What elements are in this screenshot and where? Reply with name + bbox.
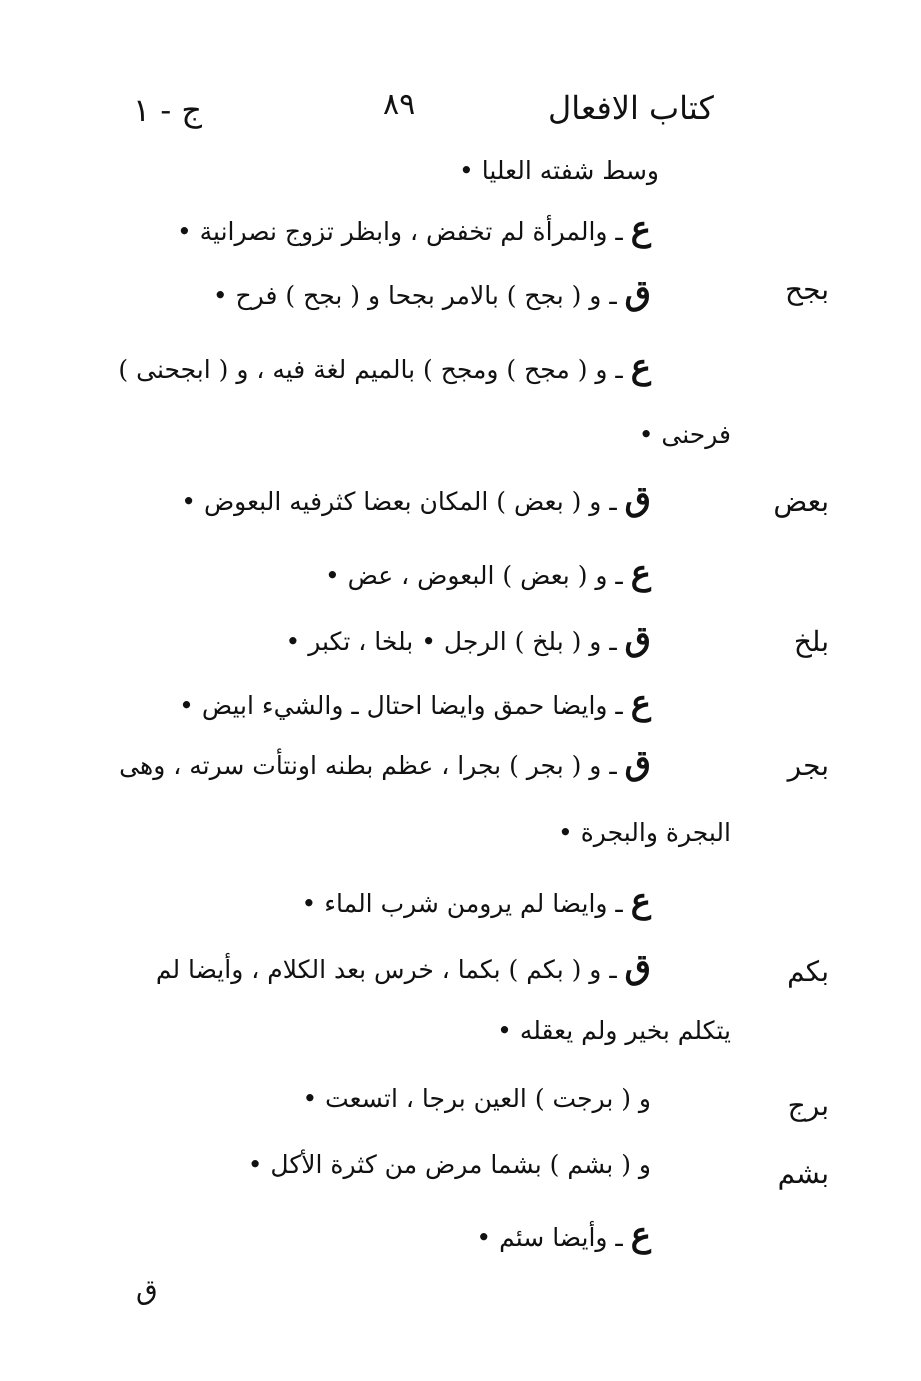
line-text: ـ و ( بعض ) المكان بعضا كثرفيه البعوض •: [181, 487, 617, 516]
line-text: ـ وايضا لم يرومن شرب الماء •: [301, 889, 623, 918]
source-marker: ع: [630, 347, 651, 387]
text-line: [179, 683, 651, 723]
text-line: [248, 1152, 651, 1177]
line-text: ـ و ( مجح ) ومجح ) بالميم لغة فيه ، و ( ابجحنى ): [118, 355, 623, 384]
source-marker: ق: [624, 479, 651, 519]
line-text: البجرة والبجرة •: [558, 818, 731, 847]
headword: بجح: [785, 273, 829, 306]
text-line: [155, 947, 651, 987]
page-number: ٨٩: [383, 87, 416, 122]
running-title: كتاب الافعال: [548, 89, 714, 127]
volume-label: ج - ١: [133, 91, 202, 129]
source-marker: ع: [630, 553, 651, 593]
headword: بشم: [777, 1157, 829, 1190]
text-line: [497, 1018, 731, 1043]
text-line: [285, 619, 651, 659]
text-line: [639, 422, 731, 447]
line-text: ـ و ( بجر ) بجرا ، عظم بطنه اونتأت سرته ، وهى: [119, 751, 617, 780]
line-text: يتكلم بخير ولم يعقله •: [497, 1016, 731, 1045]
headword: بعض: [773, 485, 829, 518]
text-line: [324, 553, 651, 593]
line-text: ـ و ( بلخ ) الرجل • بلخا ، تكبر •: [285, 627, 617, 656]
line-text: ـ وايضا حمق وايضا احتال ـ والشيء ابيض •: [179, 691, 623, 720]
line-text: فرحنى •: [638, 420, 731, 449]
source-marker: ق: [624, 947, 651, 987]
text-line: [212, 273, 651, 313]
source-marker: ق: [624, 619, 651, 659]
line-text: ـ و ( بعض ) البعوض ، عض •: [324, 561, 623, 590]
text-line: [181, 479, 651, 519]
source-marker: ع: [630, 209, 651, 249]
line-text: ـ و ( بجح ) بالامر بجحا و ( بجح ) فرح •: [212, 281, 617, 310]
headword: برج: [787, 1089, 829, 1122]
source-marker: ق: [624, 743, 651, 783]
line-text: و ( برجت ) العين برجا ، اتسعت •: [302, 1084, 651, 1113]
source-marker: ع: [630, 1215, 651, 1255]
line-text: ـ وأيضا سئم •: [476, 1223, 623, 1252]
source-marker: ق: [624, 273, 651, 313]
line-text: وسط شفته العليا •: [459, 156, 659, 185]
line-text: و ( بشم ) بشما مرض من كثرة الأكل •: [247, 1150, 651, 1179]
line-text: ـ و ( بكم ) بكما ، خرس بعد الكلام ، وأيضا لم: [155, 955, 617, 984]
source-marker: ع: [630, 683, 651, 723]
source-marker: ع: [630, 881, 651, 921]
text-line: [558, 820, 731, 845]
text-line: [118, 347, 651, 387]
text-line: [176, 209, 651, 249]
line-text: ـ والمرأة لم تخفض ، وابظر تزوج نصرانية •: [176, 217, 623, 246]
text-line: [119, 743, 651, 783]
headword: بكم: [787, 955, 829, 988]
text-line: [459, 158, 659, 183]
headword: بجر: [787, 749, 829, 782]
catchword: ق: [136, 1273, 158, 1306]
text-line: [476, 1215, 651, 1255]
text-line: [302, 1086, 651, 1111]
headword: بلخ: [793, 625, 829, 658]
text-line: [301, 881, 651, 921]
